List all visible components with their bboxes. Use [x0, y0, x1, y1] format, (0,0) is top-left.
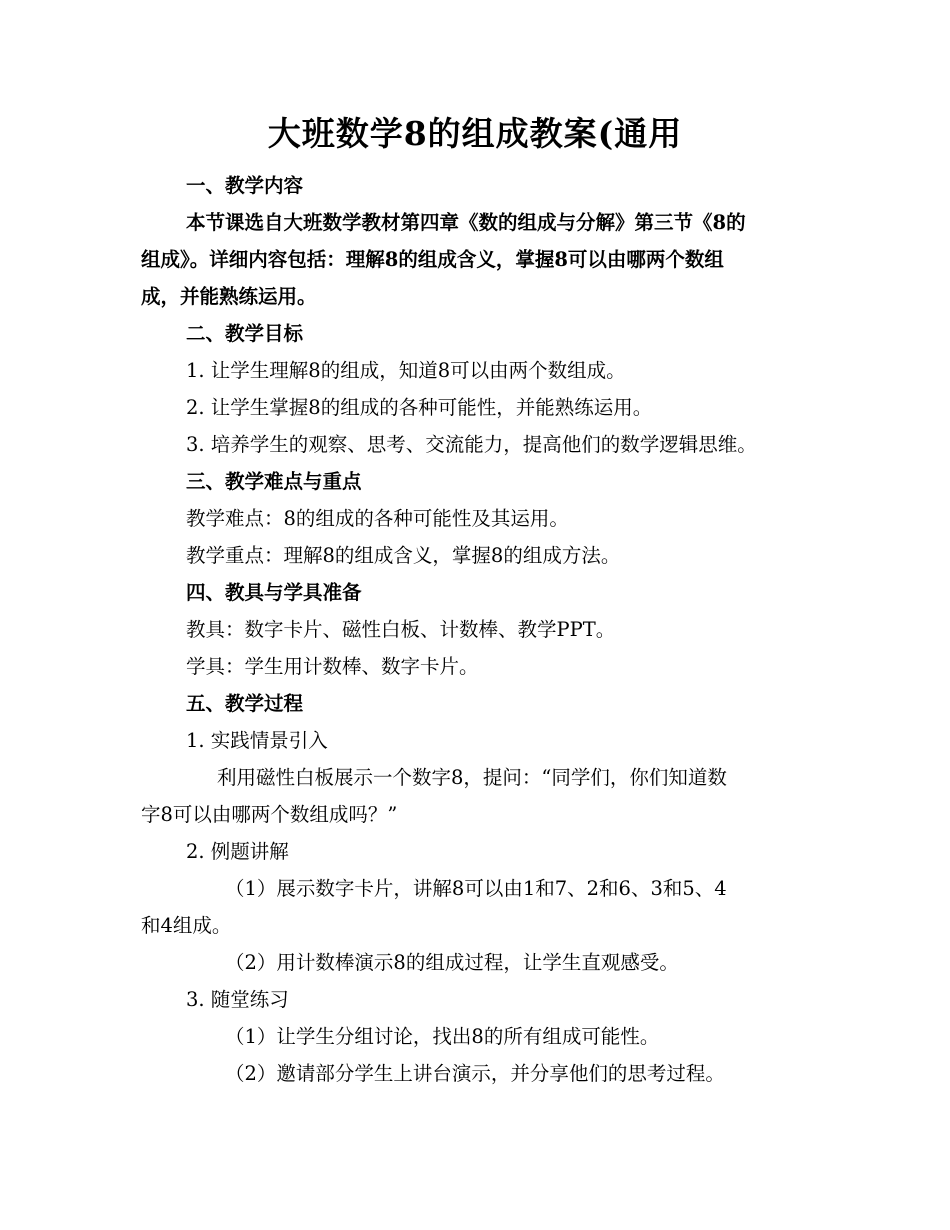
- paragraph-line: 成，并能熟练运用。: [141, 285, 317, 308]
- section-heading-content: 一、教学内容: [186, 174, 304, 197]
- step-label: 1. 实践情景引入: [186, 729, 328, 752]
- paragraph-line: （1）展示数字卡片，讲解8可以由1和7、2和6、3和5、4: [225, 877, 727, 900]
- list-item: 3. 培养学生的观察、思考、交流能力，提高他们的数学逻辑思维。: [186, 433, 757, 456]
- list-item: 1. 让学生理解8的组成，知道8可以由两个数组成。: [186, 359, 626, 382]
- list-item: 2. 让学生掌握8的组成的各种可能性，并能熟练运用。: [186, 396, 653, 419]
- paragraph-line: （2）用计数棒演示8的组成过程，让学生直观感受。: [225, 951, 679, 974]
- step-label: 3. 随堂练习: [186, 988, 289, 1011]
- list-item: 学具：学生用计数棒、数字卡片。: [186, 655, 479, 678]
- paragraph-line: 利用磁性白板展示一个数字8，提问：“同学们，你们知道数: [217, 766, 727, 789]
- paragraph-line: 字8可以由哪两个数组成吗？”: [141, 803, 398, 826]
- section-heading-key-points: 三、教学难点与重点: [186, 470, 362, 493]
- page-title: 大班数学8的组成教案(通用: [267, 114, 683, 153]
- list-item: 教学难点：8的组成的各种可能性及其运用。: [186, 507, 569, 530]
- list-item: 教具：数字卡片、磁性白板、计数棒、教学PPT。: [186, 618, 616, 641]
- section-heading-process: 五、教学过程: [186, 692, 304, 715]
- section-heading-materials: 四、教具与学具准备: [186, 581, 362, 604]
- paragraph-line: 本节课选自大班数学教材第四章《数的组成与分解》第三节《8的: [186, 211, 746, 234]
- paragraph-line: （1）让学生分组讨论，找出8的所有组成可能性。: [225, 1025, 660, 1048]
- section-heading-objectives: 二、教学目标: [186, 322, 304, 345]
- paragraph-line: 组成》。详细内容包括：理解8的组成含义，掌握8可以由哪两个数组: [141, 248, 724, 271]
- paragraph-line: （2）邀请部分学生上讲台演示，并分享他们的思考过程。: [225, 1062, 725, 1085]
- paragraph-line: 和4组成。: [141, 914, 232, 937]
- step-label: 2. 例题讲解: [186, 840, 289, 863]
- list-item: 教学重点：理解8的组成含义，掌握8的组成方法。: [186, 544, 621, 567]
